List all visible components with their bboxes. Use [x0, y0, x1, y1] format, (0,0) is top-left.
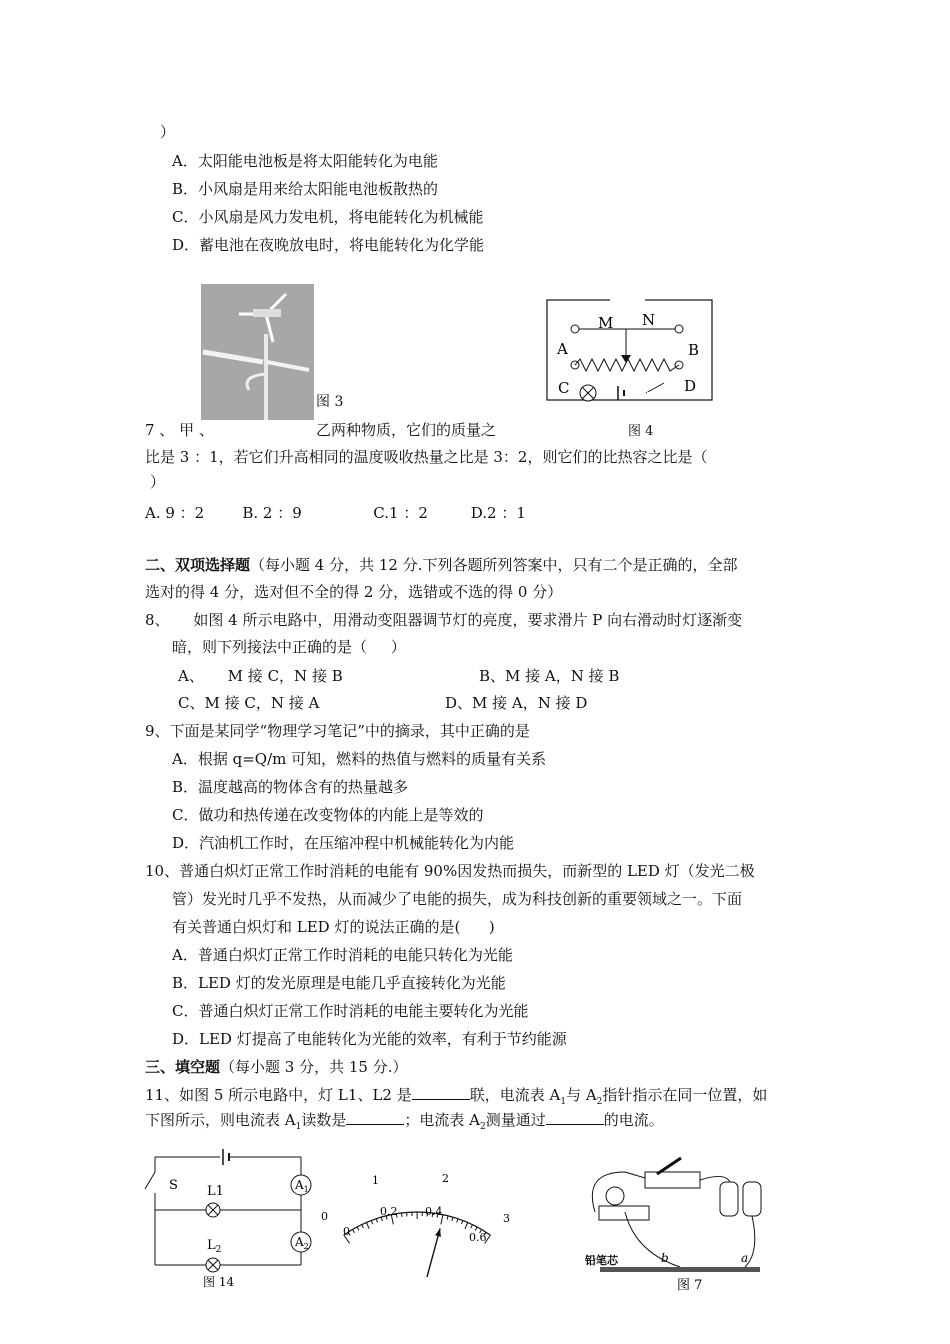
q6-option-d: D．蓄电池在夜晚放电时，将电能转化为化学能: [172, 236, 485, 254]
label-c: C: [558, 379, 570, 397]
switch-base: [645, 1172, 700, 1188]
label-a2: $A_2$: [295, 1235, 309, 1251]
figure-3-photo: [201, 284, 314, 420]
figure-14-circuit: [135, 1145, 325, 1290]
q8-option-a: A、 M 接 C，N 接 B: [178, 667, 343, 685]
q9-stem: 9、下面是某同学“物理学习笔记”中的摘录，其中正确的是: [145, 722, 530, 740]
dial-tick: [376, 1219, 377, 1223]
q9-option-c: C．做功和热传递在改变物体的内能上是等效的: [172, 806, 484, 824]
dial-needle-tip: [435, 1228, 441, 1237]
section-2-rules: （每小题 4 分，共 12 分.下列各题所列答案中，只有二个是正确的，全部: [250, 556, 738, 574]
section-2-title: 二、双项选择题: [145, 556, 251, 574]
q11-text-6: 读数是: [301, 1111, 347, 1129]
dial-tick: [452, 1217, 453, 1221]
dial-tick: [465, 1223, 468, 1229]
figure-14-caption: 图 14: [203, 1275, 235, 1289]
wind-lamp-illustration: [201, 284, 314, 420]
q11-sub-4: 2: [479, 1122, 486, 1132]
small-scale-0: 0: [343, 1225, 350, 1238]
q9-option-d: D．汽油机工作时，在压缩冲程中机械能转化为内能: [172, 834, 515, 852]
label-b: B: [688, 341, 700, 359]
section-2-heading: [145, 555, 738, 575]
q11-sub-2: 2: [596, 1097, 603, 1107]
dial-tick: [447, 1216, 448, 1220]
dial-tick: [357, 1227, 359, 1231]
label-m: M: [598, 314, 614, 332]
q6-option-b: B．小风扇是用来给太阳能电池板散热的: [172, 180, 439, 198]
q10-option-b: B．LED 灯的发光原理是电能几乎直接转化为光能: [172, 974, 506, 992]
section-3-rules: （每小题 3 分，共 15 分.）: [220, 1058, 408, 1076]
label-b: b: [661, 1251, 669, 1265]
q8-option-c: C、M 接 C，N 接 A: [178, 694, 320, 712]
q11-text-3: 与 A: [566, 1086, 597, 1104]
dial-tick: [353, 1229, 355, 1233]
q11-blank-2[interactable]: [346, 1110, 404, 1125]
q9-option-b: B．温度越高的物体含有的热量越多: [172, 778, 409, 796]
label-n: N: [642, 311, 656, 329]
q10-option-a: A．普通白炽灯正常工作时消耗的电能只转化为光能: [172, 946, 513, 964]
dial-tick: [371, 1220, 372, 1224]
q6-option-c: C．小风扇是风力发电机，将电能转化为机械能: [172, 208, 484, 226]
q11-text-7: ；电流表 A: [404, 1111, 480, 1129]
dial-tick: [471, 1225, 473, 1229]
pencil-lead: [600, 1267, 760, 1272]
q8-option-b: B、M 接 A，N 接 B: [479, 667, 620, 685]
big-scale-2: 2: [442, 1172, 449, 1185]
q7-middle: 乙两种物质，它们的质量之: [316, 421, 497, 439]
label-s: S: [169, 1178, 178, 1193]
q11-line1: [145, 1085, 767, 1112]
q10-stem-3: 有关普通白炽灯和 LED 灯的说法正确的是( ): [172, 918, 495, 936]
q11-blank-1[interactable]: [412, 1085, 470, 1100]
small-scale-0-2: 0.2: [380, 1205, 398, 1218]
q11-sub-1: 1: [560, 1097, 567, 1107]
section-3-heading: [145, 1057, 408, 1077]
switch-icon: [646, 383, 664, 393]
figure-4-circuit: [540, 295, 720, 410]
bracket-close: ）: [160, 123, 176, 141]
q8-stem-2: 暗，则下列接法中正确的是（ ）: [172, 638, 406, 656]
label-a: a: [741, 1251, 749, 1265]
q7-line2: 比是 3 ：1，若它们升高相同的温度吸收热量之比是 3：2，则它们的比热容之比是（: [145, 448, 708, 466]
section-3-title: 三、填空题: [145, 1058, 221, 1076]
dial-tick: [457, 1219, 458, 1223]
figure-4-caption: 图 4: [628, 424, 654, 439]
q8-stem: 8、 如图 4 所示电路中，用滑动变阻器调节灯的亮度，要求滑片 P 向右滑动时灯逐渐变: [145, 611, 743, 629]
section-2-rules-2: 选对的得 4 分，选对但不全的得 2 分，选错或不选的得 0 分）: [145, 583, 563, 601]
q7-start: 7 、 甲 、: [145, 421, 214, 439]
q11-line2: [145, 1110, 664, 1137]
q11-text-5: 下图所示，则电流表 A: [145, 1111, 296, 1129]
q11-blank-3[interactable]: [546, 1110, 604, 1125]
q10-option-c: C．普通白炽灯正常工作时消耗的电能主要转化为光能: [172, 1002, 529, 1020]
q11-text-2: 联，电流表 A: [469, 1086, 561, 1104]
q11-text-8: 测量通过: [485, 1111, 546, 1129]
bulb-base: [599, 1206, 649, 1220]
dial-tick: [402, 1213, 403, 1217]
figure-7-apparatus: [585, 1152, 775, 1292]
q8-option-d: D、M 接 A，N 接 D: [445, 694, 588, 712]
q11-text-1: 11、如图 5 所示电路中，灯 L1、L2 是: [145, 1086, 412, 1104]
figure-3-caption: 图 3: [316, 394, 344, 410]
small-scale-0-4: 0.4: [425, 1205, 443, 1218]
q9-option-a: A．根据 q=Q/m 可知，燃料的热值与燃料的质量有关系: [172, 750, 547, 768]
big-scale-3: 3: [503, 1212, 510, 1225]
q11-sub-3: 1: [295, 1122, 302, 1132]
label-l2: $L_2$: [207, 1238, 222, 1255]
terminal-b: [675, 325, 683, 333]
q6-option-a: A．太阳能电池板是将太阳能转化为电能: [172, 152, 438, 170]
ammeter-dial: [315, 1165, 520, 1280]
label-a: A: [557, 340, 568, 358]
bulb-icon: [606, 1187, 624, 1205]
label-a1: $A_1$: [295, 1178, 309, 1194]
q10-stem: 10、普通白炽灯正常工作时消耗的电能有 90%因发热而损失，而新型的 LED 灯（发光二极: [145, 862, 755, 880]
label-d: D: [684, 377, 697, 395]
q11-text-4: 指针指示在同一位置，如: [602, 1086, 768, 1104]
q7-bracket: ）: [150, 473, 166, 491]
q10-stem-2: 管）发光时几乎不发热，从而减少了电能的损失，成为科技创新的重要领域之一。下面: [172, 890, 743, 908]
battery-cell-1: [720, 1182, 738, 1216]
q10-option-d: D．LED 灯提高了电能转化为光能的效率，有利于节约能源: [172, 1030, 567, 1048]
dial-tick: [462, 1221, 463, 1225]
big-scale-0: 0: [321, 1210, 328, 1223]
q7-options: A. 9 ：2 B. 2 ：9 C.1 ：2 D.2 ：1: [145, 504, 526, 522]
pencil-lead-label: 铅笔芯: [585, 1254, 618, 1267]
q11-text-9: 的电流。: [603, 1111, 664, 1129]
small-scale-0-6: 0.6: [469, 1231, 487, 1244]
battery-cell-2: [743, 1182, 761, 1216]
label-l1: L1: [207, 1184, 224, 1199]
switch-icon: [145, 1172, 155, 1189]
dial-tick: [367, 1222, 370, 1228]
dial-tick: [475, 1227, 477, 1231]
dial-tick: [362, 1225, 364, 1229]
terminal-a: [571, 325, 579, 333]
figure-7-caption: 图 7: [677, 1278, 703, 1292]
big-scale-1: 1: [372, 1174, 379, 1187]
